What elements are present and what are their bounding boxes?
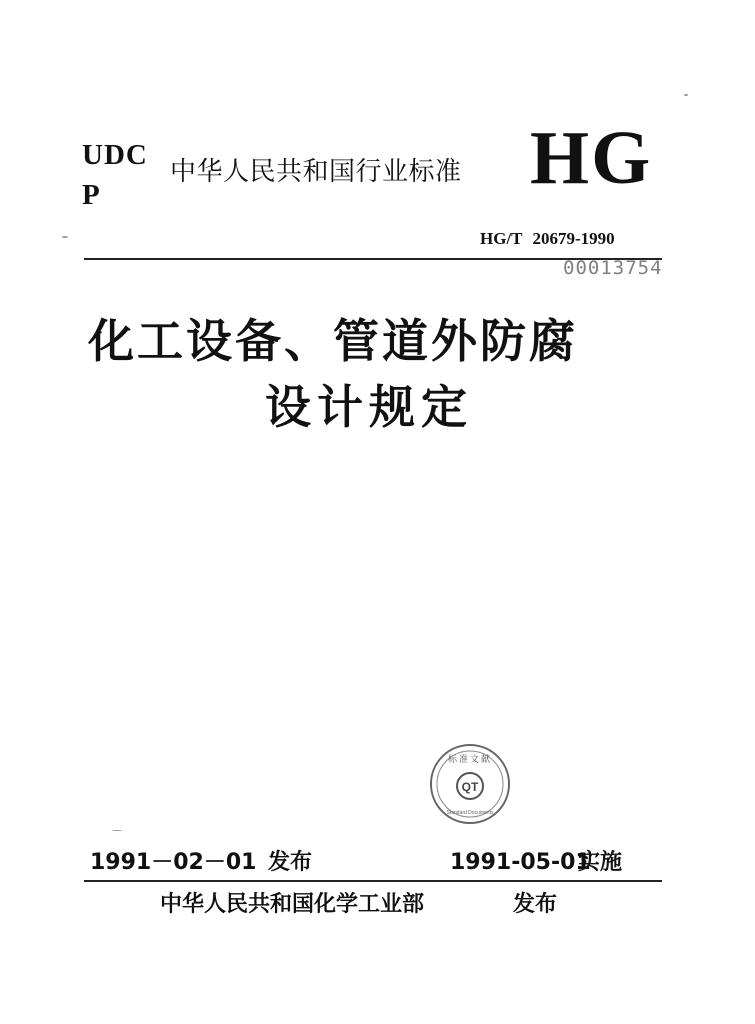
scan-speck xyxy=(684,94,688,96)
document-title-line1: 化工设备、管道外防腐 xyxy=(88,314,578,368)
svg-text:标准文献: 标准文献 xyxy=(447,755,493,765)
implementation-label: 实施 xyxy=(578,850,623,875)
stamp-number: 00013754 xyxy=(563,257,663,279)
implementation-date: 1991-05-01 xyxy=(450,850,591,875)
footer-rule xyxy=(84,880,662,882)
udc-label: UDC xyxy=(82,139,148,171)
issue-label: 发布 xyxy=(268,850,313,875)
classification-code: P xyxy=(82,179,100,211)
standard-code: HG/T 20679-1990 xyxy=(480,229,615,248)
svg-text:QT: QT xyxy=(461,780,479,794)
document-title-line2: 设计规定 xyxy=(265,380,473,434)
svg-text:Standard Documents: Standard Documents xyxy=(446,810,494,816)
publisher-name: 中华人民共和国化学工业部 xyxy=(160,892,425,917)
publish-label: 发布 xyxy=(513,892,558,917)
issue-date: 1991－02－01 xyxy=(90,850,257,875)
scan-speck xyxy=(112,830,122,831)
scan-speck xyxy=(62,236,68,238)
standard-type: 中华人民共和国行业标准 xyxy=(170,157,462,187)
library-seal-stamp xyxy=(428,742,512,826)
standard-mark: HG xyxy=(530,116,653,200)
